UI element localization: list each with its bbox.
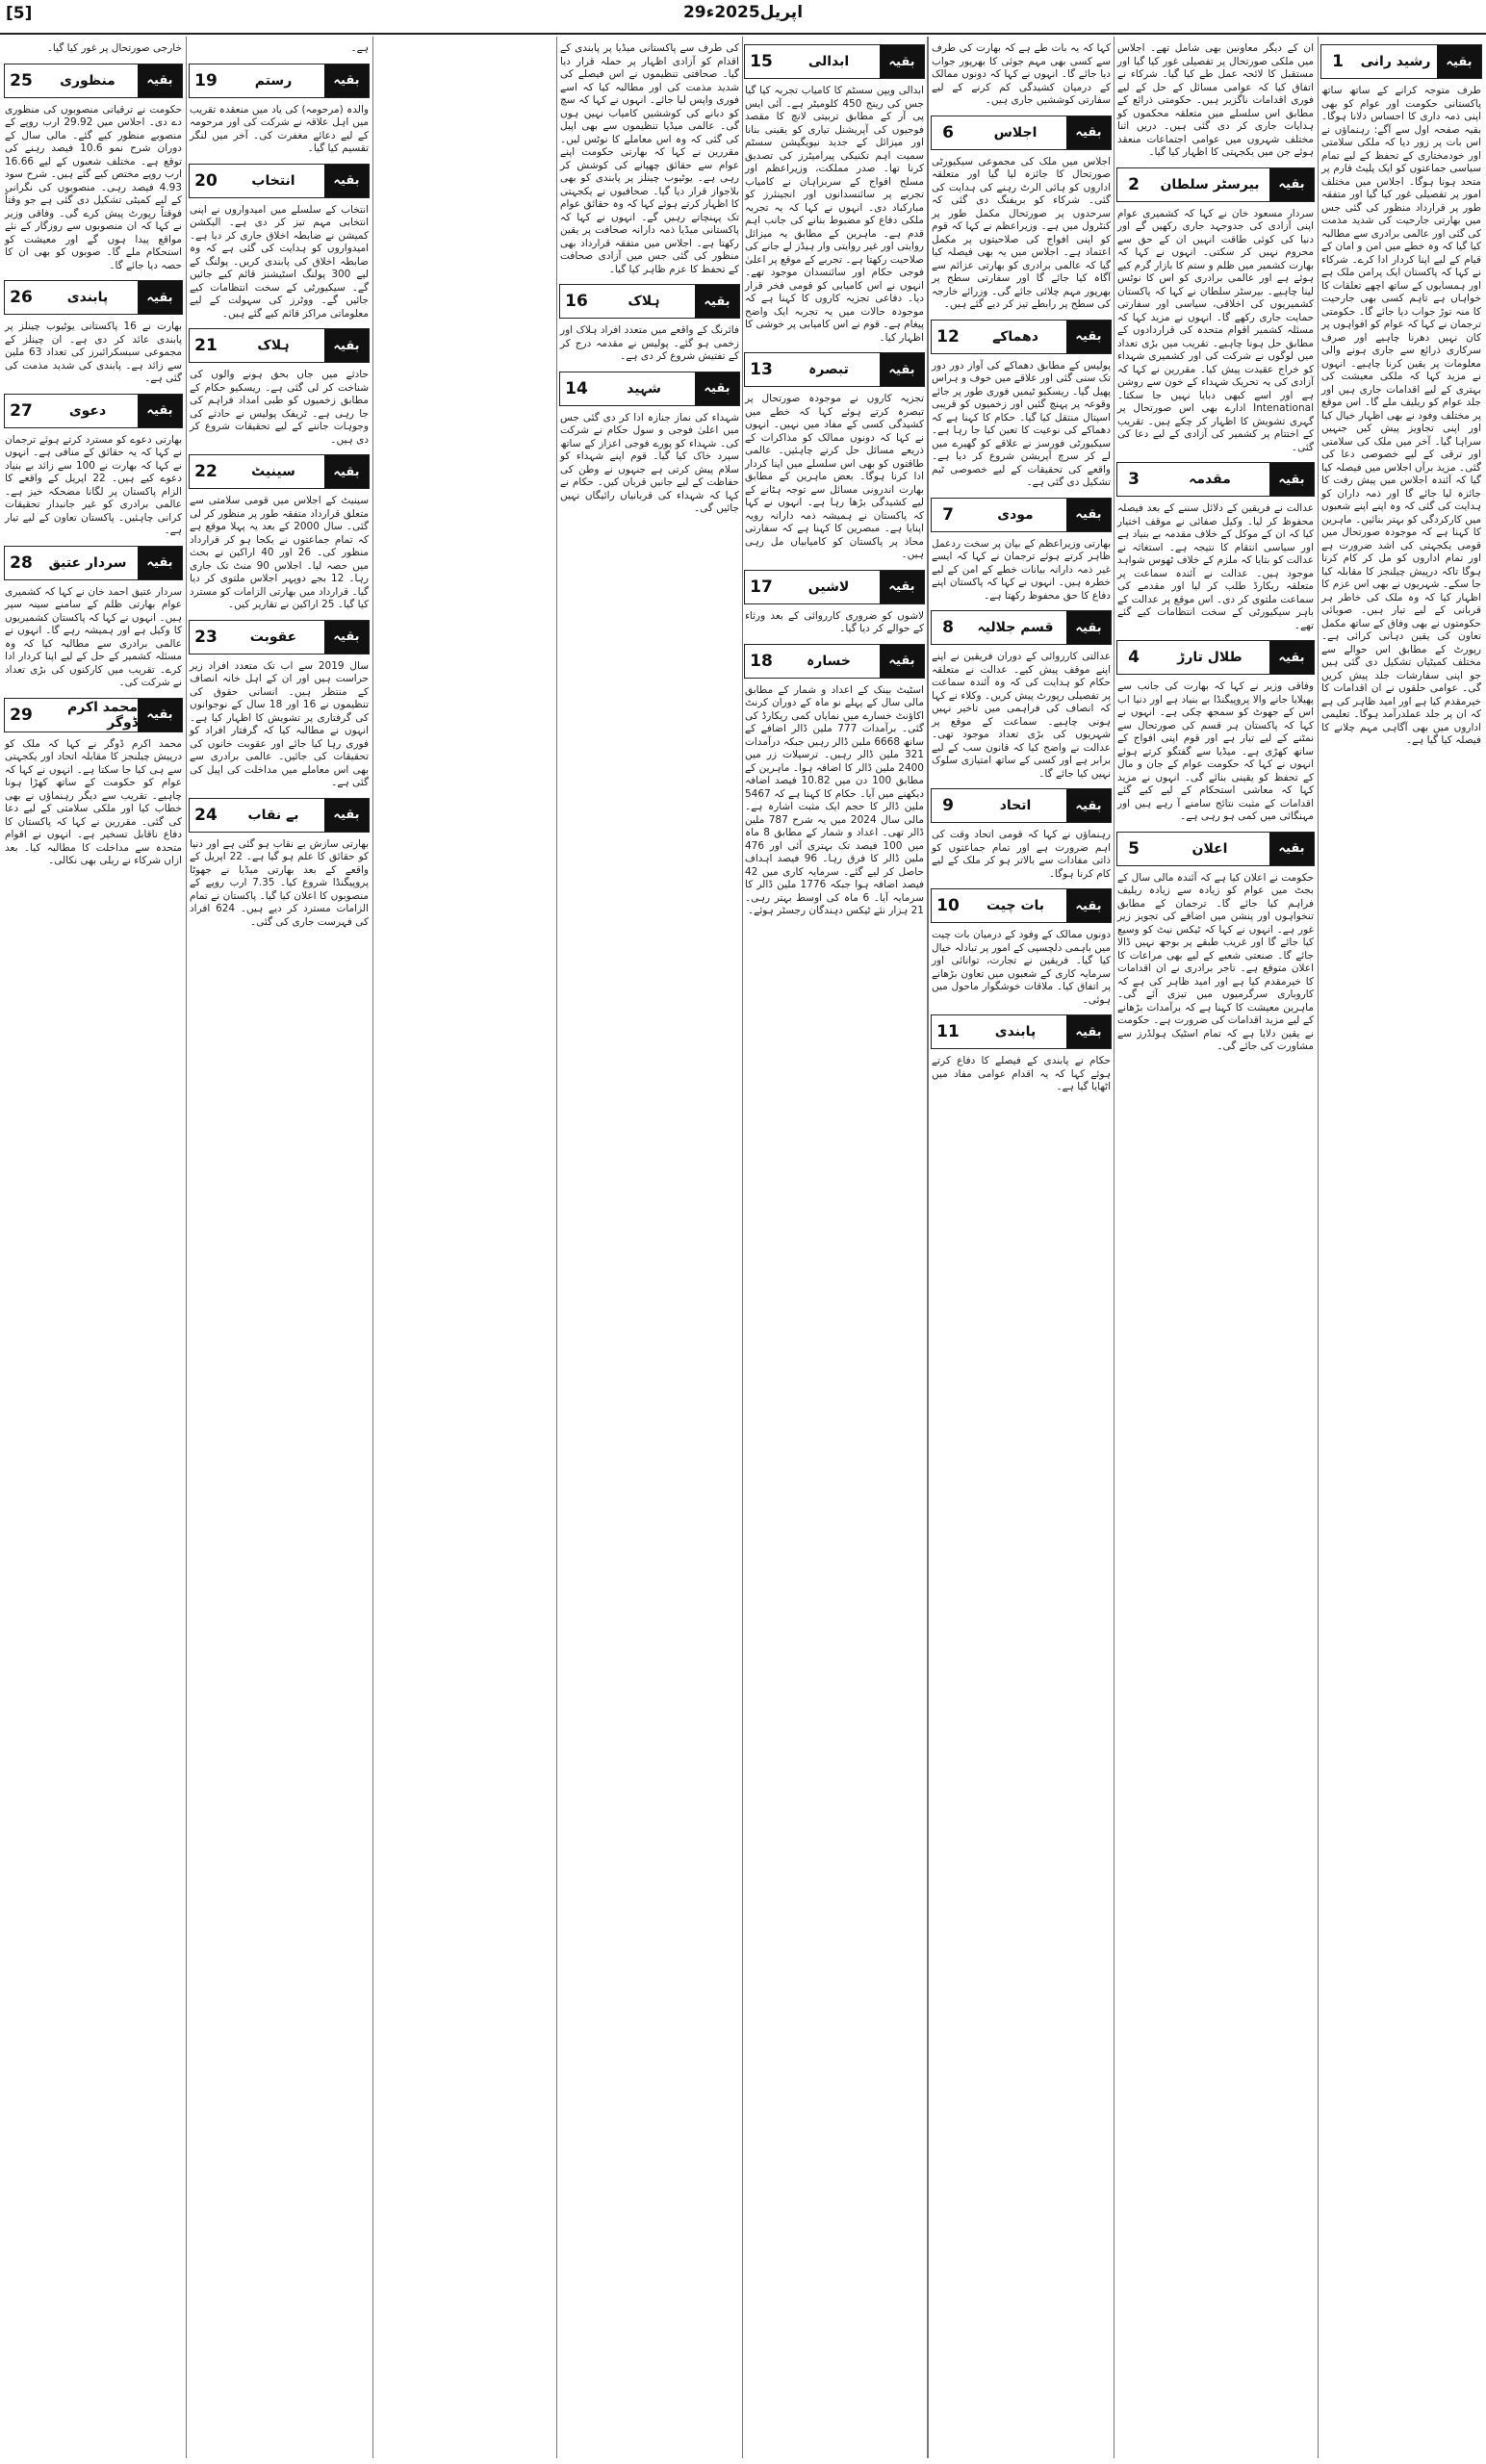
column-4b (742, 37, 928, 2458)
article-text: حکومت نے ترقیاتی منصوبوں کی منظوری دے دی۔ اجلاس میں 29.92 ارب روپے کے منصوبے منظور کیے گئے۔ مالی سال کے دوران شرح نمو 10.6 فیصد رہنے کی توقع ہے۔ مختلف شعبوں کے لیے 16.66 ارب روپے مختص کیے گئے ہیں۔ شرح سود 4.93 فیصد رہی۔ منصوبوں کی نگرانی کے لیے کمیٹی تشکیل دی گئی ہے جو وقتاً فوقتاً رپورٹ پیش کرے گی۔ وفاقی وزیر نے کہا کہ ان منصوبوں سے روزگار کے نئے مواقع پیدا ہوں گے اور معیشت کو استحکام ملے گا۔ صوبوں کو بھی ان کا حصہ دیا جائے گا۔ (5, 103, 182, 271)
page-number: [5] (6, 4, 33, 23)
section-title: پابندی (66, 290, 109, 305)
section-header-19 (189, 64, 370, 98)
section-number: 21 (194, 336, 218, 355)
section-header-4 (1116, 640, 1315, 675)
section-number: 1 (1332, 52, 1344, 71)
section-title: لاشیں (807, 578, 850, 595)
article-text: سینیٹ کے اجلاس میں قومی سلامتی سے متعلق قرارداد متفقہ طور پر منظور کر لی گئی۔ سال 2000 کے بعد یہ پہلا موقع ہے کہ تمام جماعتوں نے یکجا ہو کر قرارداد منظور کی۔ 26 اور 40 اراکین نے بحث میں حصہ لیا۔ اجلاس 90 منٹ تک جاری رہا۔ 12 بجے دوپہر اجلاس ملتوی کر دیا گیا۔ قرارداد میں بھارتی الزامات کو مسترد کیا گیا۔ 25 اراکین نے تقاریر کیں۔ (190, 495, 370, 610)
section-title: دعوی (68, 402, 107, 419)
section-header-21 (189, 328, 370, 363)
section-title: تبصرہ (808, 362, 849, 377)
article-text: اسٹیٹ بینک کے اعداد و شمار کے مطابق مالی سال کے پہلے نو ماہ کے دوران کرنٹ اکاؤنٹ خسارے میں نمایاں کمی ریکارڈ کی گئی۔ برآمدات 777 ملین ڈالر اضافے کے ساتھ 6668 ملین ڈالر رہیں جبکہ درآمدات 321 ملین ڈالر رہیں۔ ترسیلات زر میں 2400 ملین ڈالر کا اضافہ ہوا۔ ماہرین کے مطابق 100 دن میں 10.82 فیصد اضافہ دیکھنے میں آیا۔ حکام کا کہنا ہے کہ 5467 ملین ڈالر کا حجم ایک مثبت اشارہ ہے۔ مالی سال 2024 میں یہ شرح 787 ملین ڈالر تھی۔ اعداد و شمار کے مطابق 8 ماہ میں 100 فیصد تک بہتری آئی اور 476 ملین ڈالر کا فرق رہا۔ 96 فیصد اہداف حاصل کر لیے گئے۔ سرمایہ کاری میں 42 فیصد اضافہ ہوا جبکہ 1776 ملین ڈالر کا سرمایہ آیا۔ 6 ماہ کی اوسط بہتر رہی۔ 21 ہزار نئے ٹیکس دہندگان رجسٹر ہوئے۔ (745, 683, 925, 916)
continuation-tag: بقیہ (324, 165, 369, 197)
section-title: بے نقاب (247, 807, 299, 823)
continuation-tag: بقیہ (1066, 889, 1111, 922)
section-number: 17 (750, 577, 773, 597)
section-title: سینیٹ (251, 464, 295, 479)
column-4a (557, 37, 742, 2458)
section-title: منظوری (60, 72, 115, 89)
section-header-8 (931, 610, 1112, 645)
section-header-3 (1116, 462, 1315, 497)
section-number: 2 (1128, 174, 1140, 194)
section-header-18 (744, 644, 925, 679)
section-title: بات چیت (986, 898, 1045, 913)
article-text: بھارت نے 16 پاکستانی یوٹیوب چینلز پر پابندی عائد کر دی ہے۔ ان چینلز کے مجموعی سبسکرائبرز کی تعداد 63 ملین سے زائد ہے۔ پابندی کی شدید مذمت کی گئی ہے۔ (5, 321, 182, 384)
section-header-10 (931, 888, 1112, 923)
continuation-tag: بقیہ (138, 64, 182, 97)
section-title: محمد اکرم ڈوگر (66, 699, 138, 731)
continuation-tag: بقیہ (138, 281, 182, 314)
section-title: ابدالی (807, 54, 850, 69)
section-number: 26 (10, 288, 33, 307)
continuation-tag: بقیہ (138, 547, 182, 579)
section-header-22 (189, 454, 370, 489)
section-title: سردار عتیق (48, 554, 127, 571)
continuation-tag: بقیہ (324, 799, 369, 832)
section-title: خسارہ (807, 653, 851, 669)
continuation-tag: بقیہ (695, 285, 739, 318)
section-header-7 (931, 498, 1112, 532)
section-number: 28 (10, 552, 33, 573)
section-number: 24 (194, 805, 218, 825)
article-text: ہے۔ (350, 42, 369, 54)
section-number: 12 (936, 326, 960, 346)
section-header-15 (744, 44, 925, 79)
section-title: رستم (254, 72, 293, 89)
article-text: بھارتی دعوے کو مسترد کرتے ہوئے ترجمان نے کہا کہ یہ حقائق کے منافی ہے۔ انہوں نے کہا کہ بھارت نے 100 سے زائد بے بنیاد دعوے کیے ہیں۔ 22 اپریل کے واقعے کا الزام پاکستان پر لگانا مضحکہ خیز ہے۔ عالمی برادری کو غیر جانبدار تحقیقات کرانی چاہئیں۔ پاکستان تعاون کے لیے تیار ہے۔ (5, 433, 182, 536)
section-header-26 (4, 280, 183, 315)
section-number: 4 (1128, 648, 1140, 667)
column-4 (557, 37, 928, 2458)
section-header-9 (931, 788, 1112, 823)
section-header-13 (559, 284, 740, 319)
section-number: 7 (942, 504, 954, 525)
continuation-tag: بقیہ (1066, 499, 1111, 531)
section-header-23 (189, 620, 370, 654)
continuation-tag: بقیہ (1066, 789, 1111, 822)
section-number: 6 (942, 122, 954, 142)
continuation-tag: بقیہ (1437, 45, 1481, 78)
article-text: دونوں ممالک کے وفود کے درمیان بات چیت میں باہمی دلچسپی کے امور پر تبادلہ خیال کیا گیا۔ فریقین نے تجارت، توانائی اور سرمایہ کاری کے شعبوں میں تعاون بڑھانے پر اتفاق کیا۔ ملاقات خوشگوار ماحول میں ہوئی۔ (932, 929, 1111, 1006)
section-title: عقوبت (249, 629, 297, 645)
section-header-25 (4, 64, 183, 98)
section-header-12 (931, 320, 1112, 354)
section-title: بیرسٹر سلطان (1160, 176, 1260, 192)
section-title: انتخاب (251, 172, 295, 189)
article-text: رہنماؤں نے کہا کہ قومی اتحاد وقت کی اہم ضرورت ہے اور تمام جماعتوں کو ذاتی مفادات سے بالاتر ہو کر ملک کے لیے کام کرنا ہوگا۔ (932, 829, 1111, 880)
continuation-tag: بقیہ (138, 699, 182, 732)
section-title: دھماکے (992, 328, 1038, 345)
section-number: 14 (565, 378, 588, 398)
article-text: پولیس کے مطابق دھماکے کی آواز دور دور تک سنی گئی اور علاقے میں خوف و ہراس پھیل گیا۔ ریسکیو ٹیمیں فوری طور پر جائے وقوعہ پر پہنچ گئیں اور زخمیوں کو قریبی اسپتال منتقل کیا گیا۔ حکام کا کہنا ہے کہ دھماکے کی نوعیت کا تعین کیا جا رہا ہے۔ سیکیورٹی فورسز نے علاقے کو گھیرے میں لے کر سرچ آپریشن شروع کر دیا ہے۔ واقعے کی تحقیقات کے لیے خصوصی ٹیم تشکیل دی گئی ہے۔ (932, 359, 1111, 488)
continuation-tag: بقیہ (1269, 641, 1314, 674)
section-header-28 (4, 546, 183, 580)
continuation-tag: بقیہ (880, 645, 924, 678)
section-header-16 (744, 352, 925, 387)
section-number: 3 (1128, 470, 1140, 489)
section-header-6 (931, 116, 1112, 150)
article-text: طرف متوجہ کرانے کے ساتھ ساتھ پاکستانی حکومت اور عوام کو بھی اپنی ذمہ داری کا احساس دلانا ہوگا۔ بقیہ صفحہ اول سے آگے: رہنماؤں نے اس بات پر زور دیا کہ ملکی سلامتی اور خودمختاری کے تحفظ کے لیے تمام سیاسی جماعتوں کو ایک پلیٹ فارم پر متحد ہونا ہوگا۔ اجلاس میں مختلف امور پر تفصیلی غور کیا گیا اور متفقہ طور پر قرارداد منظور کی گئی جس میں بھارتی جارحیت کی شدید مذمت کی گئی اور عالمی برادری سے مطالبہ کیا گیا کہ وہ خطے میں امن و امان کے قیام کے لیے اپنا کردار ادا کرے۔ شرکاء نے کہا کہ پاکستان ایک پرامن ملک ہے اور ہمسایوں کے ساتھ اچھے تعلقات کا خواہاں ہے تاہم کسی بھی جارحیت کا منہ توڑ جواب دیا جائے گا۔ حکومتی ترجمان نے کہا کہ عوام کو افواہوں پر کان نہیں دھرنا چاہیے اور صرف سرکاری ذرائع سے جاری ہونے والی معلومات پر یقین کرنا چاہیے۔ انہوں نے مزید کہا کہ ملکی معیشت کی بہتری کے لیے اقدامات جاری ہیں اور جلد عوام کو ریلیف ملے گا۔ اس موقع پر مختلف وفود نے بھی اظہار خیال کیا اور اپنی تجاویز پیش کیں جنہیں سراہا گیا۔ آخر میں ملک کی سلامتی اور ترقی کے لیے خصوصی دعا کی گئی۔ مزید برآں اجلاس میں فیصلہ کیا گیا کہ آئندہ اجلاس میں پیش رفت کا جائزہ لیا جائے گا اور ذمہ داران کو ہدایت کی گئی کہ وہ اپنے اپنے شعبوں میں کارکردگی کو بہتر بنائیں۔ ماہرین کا کہنا ہے کہ موجودہ صورتحال میں قومی یکجہتی کی اشد ضرورت ہے اور تمام اداروں کو مل کر کام کرنا ہوگا تاکہ درپیش چیلنجز کا مقابلہ کیا جا سکے۔ شہریوں نے بھی اس عزم کا اظہار کیا کہ وہ ملک کی خاطر ہر قربانی کے لیے تیار ہیں۔ صوبائی حکومتوں نے بھی وفاق کے ساتھ مکمل تعاون کی یقین دہانی کرائی ہے۔ رپورٹ کے مطابق اس حوالے سے مختلف کمیٹیاں تشکیل دی گئی ہیں جو اپنی سفارشات جلد پیش کریں گی۔ عوامی حلقوں نے ان اقدامات کا خیرمقدم کیا ہے اور امید ظاہر کی ہے کہ ان پر جلد عملدرآمد ہوگا۔ تعلیمی اداروں میں بھی آگاہی مہم چلانے کا فیصلہ کیا گیا ہے۔ (1321, 85, 1481, 746)
section-title: مقدمہ (1189, 472, 1231, 487)
continuation-tag: بقیہ (880, 45, 924, 78)
section-number: 10 (936, 896, 960, 915)
section-title: شہید (627, 380, 661, 397)
article-text: حکام نے پابندی کے فیصلے کا دفاع کرتے ہوئے کہا کہ یہ اقدام عوامی مفاد میں اٹھایا گیا ہے۔ (932, 1055, 1111, 1092)
section-header-29 (4, 698, 183, 732)
publication-date: 29اپریل2025ء (682, 3, 804, 22)
column-5 (187, 37, 372, 2458)
section-number: 15 (750, 52, 773, 71)
section-header-20 (189, 164, 370, 198)
article-text: انتخاب کے سلسلے میں امیدواروں نے اپنی انتخابی مہم تیز کر دی ہے۔ الیکشن کمیشن نے ضابطہ اخلاق جاری کر دیا ہے۔ امیدواروں کو ہدایت کی گئی ہے کہ وہ ضابطہ اخلاق کی پابندی کریں۔ پولنگ کے لیے 300 پولنگ اسٹیشنز قائم کیے جائیں گے۔ سیکیورٹی کے سخت انتظامات کیے جائیں گے۔ ووٹرز کی سہولت کے لیے معلوماتی مراکز قائم کیے گئے ہیں۔ (190, 203, 369, 320)
article-text: وفاقی وزیر نے کہا کہ بھارت کی جانب سے پھیلایا جانے والا پروپیگنڈا بے بنیاد ہے اور دنیا اب اس کے جھوٹ کو سمجھ چکی ہے۔ انہوں نے کہا کہ پاکستان ہر قسم کی صورتحال سے نمٹنے کے لیے تیار ہے اور قوم اپنی افواج کے ساتھ کھڑی ہے۔ میڈیا سے گفتگو کرتے ہوئے انہوں نے کہا کہ حکومت عوام کے جان و مال کے تحفظ کو یقینی بنائے گی۔ انہوں نے مزید کہا کہ معاشی استحکام کے لیے کیے گئے اقدامات کے مثبت نتائج سامنے آ رہے ہیں اور مہنگائی میں کمی ہو رہی ہے۔ (1117, 680, 1314, 822)
column-3 (929, 37, 1114, 2458)
column-4-split (557, 37, 928, 2458)
continuation-tag: بقیہ (324, 329, 369, 362)
section-header-17 (744, 570, 925, 604)
continuation-tag: بقیہ (138, 395, 182, 427)
article-text: سردار مسعود خان نے کہا کہ کشمیری عوام اپنی آزادی کی جدوجہد جاری رکھیں گے اور دنیا کی کوئی طاقت انہیں ان کے حق سے محروم نہیں کر سکتی۔ انہوں نے کہا کہ بھارت کشمیر میں ظلم و ستم کا بازار گرم کیے ہوئے ہے اور عالمی برادری کو اس کا نوٹس لینا چاہیے۔ بیرسٹر سلطان نے کہا کہ پاکستان کشمیریوں کی اخلاقی، سیاسی اور سفارتی حمایت جاری رکھے گا۔ انہوں نے مزید کہا کہ مسئلہ کشمیر اقوام متحدہ کی قراردادوں کے مطابق حل ہونا چاہیے۔ تقریب میں بڑی تعداد میں لوگوں نے شرکت کی اور کشمیری شہداء کو خراج عقیدت پیش کیا۔ مقررین نے کہا کہ آزادی کی یہ تحریک شہداء کے خون سے روشن ہے اور اسے کبھی دبایا نہیں جا سکتا۔ Intenational ادارے بھی اس صورتحال پر گہری تشویش کا اظہار کر چکے ہیں۔ تقریب کے اختتام پر کشمیر کی آزادی کے لیے دعا کی گئی۔ (1117, 207, 1314, 453)
section-number: 29 (10, 705, 33, 725)
article-text: کہا کہ یہ بات طے ہے کہ بھارت کی طرف سے کسی بھی مہم جوئی کا بھرپور جواب دیا جائے گا۔ انہوں نے کہا کہ دونوں ممالک کے درمیان کشیدگی کم کرنے کے لیے سفارتی کوششیں جاری ہیں۔ (932, 42, 1111, 106)
article-text: حادثے میں جاں بحق ہونے والوں کی شناخت کر لی گئی ہے۔ ریسکیو حکام کے مطابق زخمیوں کو طبی امداد فراہم کی جا رہی ہے۔ ٹریفک پولیس نے حادثے کی وجوہات جاننے کے لیے تحقیقات شروع کر دی ہیں۔ (190, 369, 369, 446)
section-number: 9 (942, 796, 954, 815)
section-number: 18 (750, 651, 773, 671)
section-header-11 (931, 1014, 1112, 1049)
section-title: اتحاد (999, 798, 1032, 813)
page-header (0, 0, 1486, 35)
article-text: فائرنگ کے واقعے میں متعدد افراد ہلاک اور زخمی ہو گئے۔ پولیس نے مقدمہ درج کر کے تفتیش شروع کر دی ہے۔ (560, 324, 739, 362)
column-6 (2, 37, 185, 2458)
section-title: رشید رانی (1360, 54, 1431, 69)
section-title: ہلاک (257, 338, 290, 353)
continuation-tag: بقیہ (1066, 116, 1111, 149)
section-title: ہلاک (628, 294, 660, 309)
section-title: اجلاس (993, 124, 1038, 141)
article-text: سردار عتیق احمد خان نے کہا کہ کشمیری عوام بھارتی ظلم کے سامنے سینہ سپر ہیں۔ انہوں نے کہا کہ پاکستان کشمیریوں کا وکیل ہے اور ہمیشہ رہے گا۔ انہوں نے عالمی برادری سے مطالبہ کیا کہ وہ مسئلہ کشمیر کے حل کے لیے اپنا کردار ادا کرے۔ تقریب میں کارکنوں کی بڑی تعداد نے شرکت کی۔ (5, 585, 182, 688)
article-text: شہداء کی نماز جنازہ ادا کر دی گئی جس میں اعلیٰ فوجی و سول حکام نے شرکت کی۔ شہداء کو پورے فوجی اعزاز کے ساتھ سپرد خاک کیا گیا۔ قوم اپنے شہداء کو سلام پیش کرتی ہے جنہوں نے وطن کی حفاظت کے لیے جانیں قربان کیں۔ حکام نے کہا کہ شہداء کی قربانیاں رائیگاں نہیں جائیں گی۔ (560, 411, 739, 514)
continuation-tag: بقیہ (1269, 463, 1314, 496)
article-text: ابدالی ویپن سسٹم کا کامیاب تجربہ کیا گیا جس کی رینج 450 کلومیٹر ہے۔ آئی ایس پی آر کے مطابق تربیتی لانچ کا مقصد فوجیوں کی آپریشنل تیاری کو یقینی بنانا اور میزائل کے جدید نیویگیشن سسٹم سمیت اہم تکنیکی پیرامیٹرز کی تصدیق کرنا تھا۔ صدر مملکت، وزیراعظم اور مسلح افواج کے سربراہان نے کامیاب تجربے پر سائنسدانوں اور انجینئرز کو مبارکباد دی۔ انہوں نے کہا کہ یہ تجربہ ملکی دفاع کو مضبوط بنانے کی جانب اہم قدم ہے۔ ماہرین کے مطابق یہ میزائل روایتی اور غیر روایتی وار ہیڈز لے جانے کی صلاحیت رکھتا ہے۔ تجربے کے موقع پر اعلیٰ فوجی حکام اور سائنسدان موجود تھے۔ انہوں نے اس کامیابی کو قومی فخر قرار دیا۔ دفاعی تجزیہ کاروں کا کہنا ہے کہ موجودہ حالات میں یہ تجربہ ایک واضح پیغام ہے۔ قوم نے اس کامیابی پر خوشی کا اظہار کیا۔ (744, 85, 924, 344)
continuation-tag: بقیہ (1066, 611, 1111, 644)
column-1 (1319, 37, 1484, 2458)
continuation-tag: بقیہ (880, 353, 924, 386)
article-text: خارجی صورتحال پر غور کیا گیا۔ (46, 42, 182, 54)
section-number: 16 (565, 292, 588, 311)
section-title: پابندی (994, 1024, 1037, 1040)
section-number: 5 (1128, 838, 1140, 859)
article-text: حکومت نے اعلان کیا ہے کہ آئندہ مالی سال کے بجٹ میں عوام کو زیادہ سے زیادہ ریلیف فراہم کیا جائے گا۔ ترجمان کے مطابق تنخواہوں اور پنشن میں اضافے کی تجویز زیر غور ہے۔ انہوں نے کہا کہ ٹیکس نیٹ کو وسیع کیا جائے گا اور غریب طبقے پر بوجھ نہیں ڈالا جائے گا۔ صنعتی شعبے کے لیے بھی مراعات کا اعلان متوقع ہے۔ تاجر برادری نے ان اقدامات کا خیرمقدم کیا ہے اور امید ظاہر کی ہے کہ کاروباری سرگرمیوں میں تیزی آئے گی۔ ماہرین معیشت کا کہنا ہے کہ برآمدات بڑھانے کے لیے مزید اقدامات کی ضرورت ہے۔ حکومت نے یقین دلایا ہے کہ تمام اسٹیک ہولڈرز سے مشاورت کی جائے گی۔ (1117, 871, 1314, 1052)
section-header-1 (1320, 44, 1482, 79)
article-text: بھارتی سازش بے نقاب ہو گئی ہے اور دنیا کو حقائق کا علم ہو گیا ہے۔ 22 اپریل کے واقعے کے بعد بھارتی میڈیا نے جھوٹا پروپیگنڈا شروع کیا۔ 7.35 ارب روپے کے منصوبوں کا اعلان کیا گیا۔ پاکستان نے تمام الزامات مسترد کر دیے ہیں۔ 624 افراد کی فہرست جاری کی گئی۔ (190, 837, 369, 928)
continuation-tag: بقیہ (1269, 168, 1314, 201)
continuation-tag: بقیہ (1066, 1015, 1111, 1048)
continuation-tag: بقیہ (324, 621, 369, 654)
section-number: 22 (194, 462, 218, 481)
section-header-2 (1116, 167, 1315, 202)
section-number: 20 (194, 170, 218, 191)
article-text: عدالتی کارروائی کے دوران فریقین نے اپنے اپنے موقف پیش کیے۔ عدالت نے متعلقہ حکام کو ہدایت کی کہ وہ آئندہ سماعت پر تفصیلی رپورٹ پیش کریں۔ وکلاء نے کہا کہ انصاف کی فراہمی میں تاخیر نہیں ہونی چاہیے۔ سماعت کے موقع پر شہریوں کی بڑی تعداد موجود تھی۔ عدالت نے واضح کیا کہ قانون سب کے لیے برابر ہے اور کسی کے ساتھ امتیازی سلوک نہیں کیا جائے گا۔ (932, 651, 1111, 780)
section-header-5 (1116, 832, 1315, 866)
article-text: محمد اکرم ڈوگر نے کہا کہ ملک کو درپیش چیلنجز کا مقابلہ اتحاد اور یکجہتی سے ہی کیا جا سکتا ہے۔ انہوں نے کہا کہ عوام کو حکومت کے ساتھ کھڑا ہونا چاہیے۔ تقریب سے دیگر رہنماؤں نے بھی خطاب کیا اور ملکی سلامتی کے لیے دعا کی گئی۔ مقررین نے کہا کہ پاکستان کا دفاع ناقابل تسخیر ہے۔ انہوں نے اقوام متحدہ سے مداخلت کا مطالبہ کیا۔ بعد ازاں شرکاء نے ریلی بھی نکالی۔ (5, 737, 182, 866)
section-number: 19 (194, 70, 218, 90)
section-header-24 (189, 798, 370, 833)
section-header-27 (4, 394, 183, 428)
section-title: مودی (997, 506, 1034, 523)
column-divider (372, 37, 373, 2458)
section-number: 13 (750, 360, 773, 379)
section-title: اعلان (1191, 840, 1228, 857)
continuation-tag: بقیہ (1269, 833, 1314, 865)
article-text: بھارتی وزیراعظم کے بیان پر سخت ردعمل ظاہر کرتے ہوئے ترجمان نے کہا کہ ایسے غیر ذمہ دارانہ بیانات خطے کے امن کے لیے خطرہ ہیں۔ انہوں نے کہا کہ پاکستان اپنے دفاع کا حق محفوظ رکھتا ہے۔ (932, 537, 1111, 602)
continuation-tag: بقیہ (324, 455, 369, 488)
section-number: 27 (10, 400, 33, 421)
continuation-tag: بقیہ (324, 64, 369, 97)
article-text: سال 2019 سے اب تک متعدد افراد زیر حراست ہیں اور ان کے اہل خانہ انصاف کے منتظر ہیں۔ انسانی حقوق کی تنظیموں نے 16 اور 18 سال کے نوجوانوں کی گرفتاری پر تشویش کا اظہار کیا ہے۔ انہوں نے مطالبہ کیا کہ گرفتار افراد کو فوری رہا کیا جائے اور عقوبت خانوں کی تحقیقات کی جائیں۔ عالمی برادری سے بھی اس معاملے میں مداخلت کی اپیل کی گئی ہے۔ (190, 659, 370, 788)
section-number: 8 (942, 618, 954, 637)
section-title: طلال تارڑ (1177, 650, 1243, 665)
continuation-tag: بقیہ (695, 372, 739, 405)
continuation-tag: بقیہ (880, 571, 924, 603)
section-title: قسم جلالیہ (977, 620, 1054, 635)
article-text: ان کے دیگر معاونین بھی شامل تھے۔ اجلاس میں ملکی صورتحال پر تفصیلی غور کیا گیا اور مستقبل کا لائحہ عمل طے کیا گیا۔ شرکاء نے اتفاق کیا کہ عوامی مسائل کے حل کے لیے فوری اقدامات ناگزیر ہیں۔ حکومتی ذرائع کے مطابق اس سلسلے میں متعلقہ محکموں کو ہدایات جاری کر دی گئی ہیں۔ دریں اثنا مختلف شہروں میں عوامی اجتماعات منعقد ہوئے جن میں یکجہتی کا اظہار کیا گیا۔ (1117, 42, 1314, 158)
article-text: کی طرف سے پاکستانی میڈیا پر پابندی کے اقدام کو آزادی اظہار پر حملہ قرار دیا گیا۔ صحافتی تنظیموں نے اس فیصلے کی شدید مذمت کی اور مطالبہ کیا کہ اسے فوری واپس لیا جائے۔ انہوں نے کہا کہ سچ کو دبانے کی کوششیں کامیاب نہیں ہوں گی۔ عالمی میڈیا تنظیموں سے بھی اپیل کی گئی کہ وہ اس معاملے کا نوٹس لیں۔ مقررین نے کہا کہ بھارتی حکومت اپنے عوام سے حقائق چھپانے کی کوشش کر رہی ہے۔ یوٹیوب چینلز پر پابندی کو بھی بلاجواز قرار دیا گیا۔ صحافیوں نے یکجہتی کا اظہار کرتے ہوئے کہا کہ وہ حقائق عوام تک پہنچاتے رہیں گے۔ انہوں نے کہا کہ پاکستانی میڈیا ذمہ دارانہ صحافت پر یقین رکھتا ہے۔ اجلاس میں متفقہ قرارداد بھی منظور کی گئی جس میں آزادی صحافت کے تحفظ کا عزم ظاہر کیا گیا۔ (560, 42, 739, 275)
section-header-14 (559, 372, 740, 406)
article-text: عدالت نے فریقین کے دلائل سننے کے بعد فیصلہ محفوظ کر لیا۔ وکیل صفائی نے موقف اختیار کیا کہ ان کے موکل کے خلاف مقدمہ بے بنیاد ہے اور سیاسی انتقام کا نتیجہ ہے۔ استغاثہ نے عدالت کو بتایا کہ ملزم کے خلاف ٹھوس شواہد موجود ہیں۔ عدالت نے آئندہ سماعت پر متعلقہ ریکارڈ طلب کر لیا اور مقدمے کی سماعت ملتوی کر دی۔ اس موقع پر عدالت کے باہر سیکیورٹی کے سخت انتظامات کیے گئے تھے۔ (1117, 502, 1314, 631)
column-2 (1114, 37, 1317, 2458)
continuation-tag: بقیہ (1066, 321, 1111, 353)
section-number: 11 (936, 1022, 960, 1041)
article-text: والدہ (مرحومہ) کی یاد میں منعقدہ تقریب میں اہل علاقہ نے شرکت کی اور مرحومہ کے لیے دعائے مغفرت کی۔ آخر میں لنگر تقسیم کیا گیا۔ (190, 103, 369, 154)
article-text: تجزیہ کاروں نے موجودہ صورتحال پر تبصرہ کرتے ہوئے کہا کہ خطے میں کشیدگی کسی کے مفاد میں نہیں۔ انہوں نے کہا کہ دونوں ممالک کو مذاکرات کے ذریعے مسائل حل کرنے چاہئیں۔ عالمی طاقتوں کو بھی اس سلسلے میں اپنا کردار ادا کرنا ہوگا۔ بعض ماہرین کے مطابق بھارت اندرونی مسائل سے توجہ ہٹانے کے لیے کشیدگی بڑھا رہا ہے۔ انہوں نے کہا کہ پاکستان نے ہمیشہ ذمہ دارانہ رویہ اپنایا ہے۔ مبصرین کا کہنا ہے کہ سفارتی محاذ پر پاکستان کو کامیابیاں مل رہی ہیں۔ (745, 393, 924, 560)
article-text: اجلاس میں ملک کی مجموعی سیکیورٹی صورتحال کا جائزہ لیا گیا اور متعلقہ اداروں کو ہائی الرٹ رہنے کی ہدایت کی گئی۔ شرکاء کو بریفنگ دی گئی کہ سرحدوں پر صورتحال مکمل طور پر کنٹرول میں ہے۔ وزیراعظم نے کہا کہ قوم کو اپنی افواج کی صلاحیتوں پر مکمل اعتماد ہے۔ اجلاس میں یہ بھی فیصلہ کیا گیا کہ عالمی برادری کو بھارتی عزائم سے آگاہ کیا جائے گا اور سفارتی سطح پر بھرپور مہم چلائی جائے گی۔ وزرائے خارجہ کی سطح پر رابطے تیز کر دیے گئے ہیں۔ (932, 155, 1111, 310)
section-number: 25 (10, 70, 33, 90)
section-number: 23 (194, 627, 218, 647)
article-text: لاشوں کو ضروری کارروائی کے بعد ورثاء کے حوالے کر دیا گیا۔ (745, 609, 924, 634)
